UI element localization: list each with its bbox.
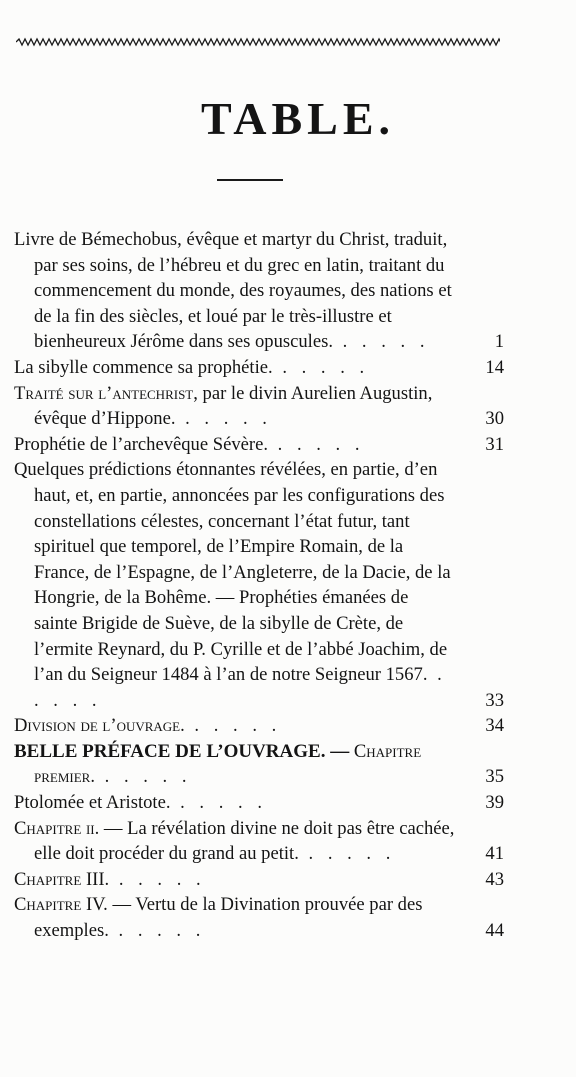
toc-entry — [14, 227, 504, 355]
toc-page-number: 39 — [485, 792, 504, 814]
toc-entry-text: Livre de Bémechobus, évêque et martyr du Christ, traduit, par ses soins, de l’hébreu et du grec en latin, traitant du commencement du monde, des royaumes, des nations et de la fin des siècles, et loué par le très-illustre et bienheureux Jérôme dans ses opuscules. . . . . . — [14, 229, 452, 353]
toc-page-number: 41 — [485, 843, 504, 865]
toc-entry-text-wrap — [14, 816, 504, 867]
toc-entry — [14, 355, 504, 381]
toc-page-number: 44 — [485, 920, 504, 942]
toc-entry-text: , par le divin Aurelien Augustin, évêque d’Hippone. — [34, 382, 433, 430]
page-title: TABLE. — [200, 93, 396, 144]
toc-entry — [14, 790, 504, 816]
wavy-ornament-rule — [16, 37, 500, 47]
toc-entry — [14, 892, 504, 943]
toc-page-number: 31 — [485, 433, 504, 455]
toc-entry — [14, 381, 504, 432]
toc-entry-smallcaps: Chapitre III. . . . . . — [14, 868, 206, 890]
leader-dots: . . . . . — [268, 433, 365, 455]
leader-dots: . . . . . — [298, 843, 396, 865]
table-of-contents — [14, 227, 504, 944]
toc-page-number: 43 — [485, 868, 504, 890]
toc-entry-text-wrap — [14, 739, 504, 790]
toc-entry-smallcaps: Division de l’ouvrage. . . . . . — [14, 715, 282, 737]
toc-entry-text-wrap — [14, 892, 504, 943]
toc-page-number: 33 — [485, 689, 504, 711]
toc-entry-text: Prophétie de l’archevêque Sévère. . . . . . — [14, 433, 365, 455]
toc-page-number: 34 — [485, 715, 504, 737]
toc-entry — [14, 457, 504, 713]
toc-entry — [14, 816, 504, 867]
toc-entry — [14, 432, 504, 458]
toc-entry-smallcaps: Chapitre ii. — [14, 817, 100, 839]
leader-dots: . . . . . — [108, 920, 206, 942]
toc-page-number: 35 — [485, 766, 504, 788]
leader-dots: . . . . . — [170, 792, 267, 814]
toc-entry — [14, 713, 504, 739]
leader-dots: . . . . . — [95, 766, 192, 788]
toc-entry-text: — Vertu de la Divination prouvée par des exemples. — [34, 894, 423, 942]
toc-entry-smallcaps: Chapitre premier. — [34, 740, 422, 788]
toc-entry-text: — La révélation divine ne doit pas être cachée, elle doit procéder du grand au petit. — [34, 817, 455, 865]
toc-entry-text: Quelques prédictions étonnantes révélées, en partie, d’en haut, et, en partie, annoncées par les configurations des constellations célestes, concernant l’état futur, tant spirituel que temporel, de l’Empire Romain, de la France, de l’Espagne, de l’Angleterre, de la Dacie, de la Hongrie, de la Bohême. — Prophéties émanées de sainte Brigide de Suève, de la sibylle de Crète, de l’ermite Reynard, du P. Cyrille et de l’abbé Joachim, de l’an du Seigneur 1484 à l’an de notre Seigneur 1567. . . . . . — [14, 459, 451, 711]
toc-entry-heading: BELLE PRÉFACE DE L’OUVRAGE. — — [14, 740, 350, 762]
toc-entry-text-wrap — [14, 381, 504, 432]
toc-entry-text: La sibylle commence sa prophétie. . . . . . — [14, 356, 370, 378]
leader-dots: . . . . . — [109, 868, 206, 890]
leader-dots: . . . . . — [184, 715, 282, 737]
toc-entry-text: Ptolomée et Aristote. . . . . . — [14, 792, 267, 814]
toc-entry-smallcaps: Traité sur l’antechrist — [14, 382, 194, 404]
toc-entry — [14, 867, 504, 893]
title-underline-rule — [217, 179, 283, 181]
toc-entry-smallcaps: Chapitre IV. — [14, 894, 108, 916]
toc-page-number: 14 — [485, 356, 504, 378]
leader-dots: . . . . . — [272, 356, 370, 378]
leader-dots: . . . . . — [332, 331, 430, 353]
leader-dots: . . . . . — [175, 408, 272, 430]
toc-page-number: 30 — [485, 408, 504, 430]
toc-entry — [14, 739, 504, 790]
leader-dots: . . . . . — [34, 664, 447, 711]
toc-page-number: 1 — [494, 331, 504, 353]
